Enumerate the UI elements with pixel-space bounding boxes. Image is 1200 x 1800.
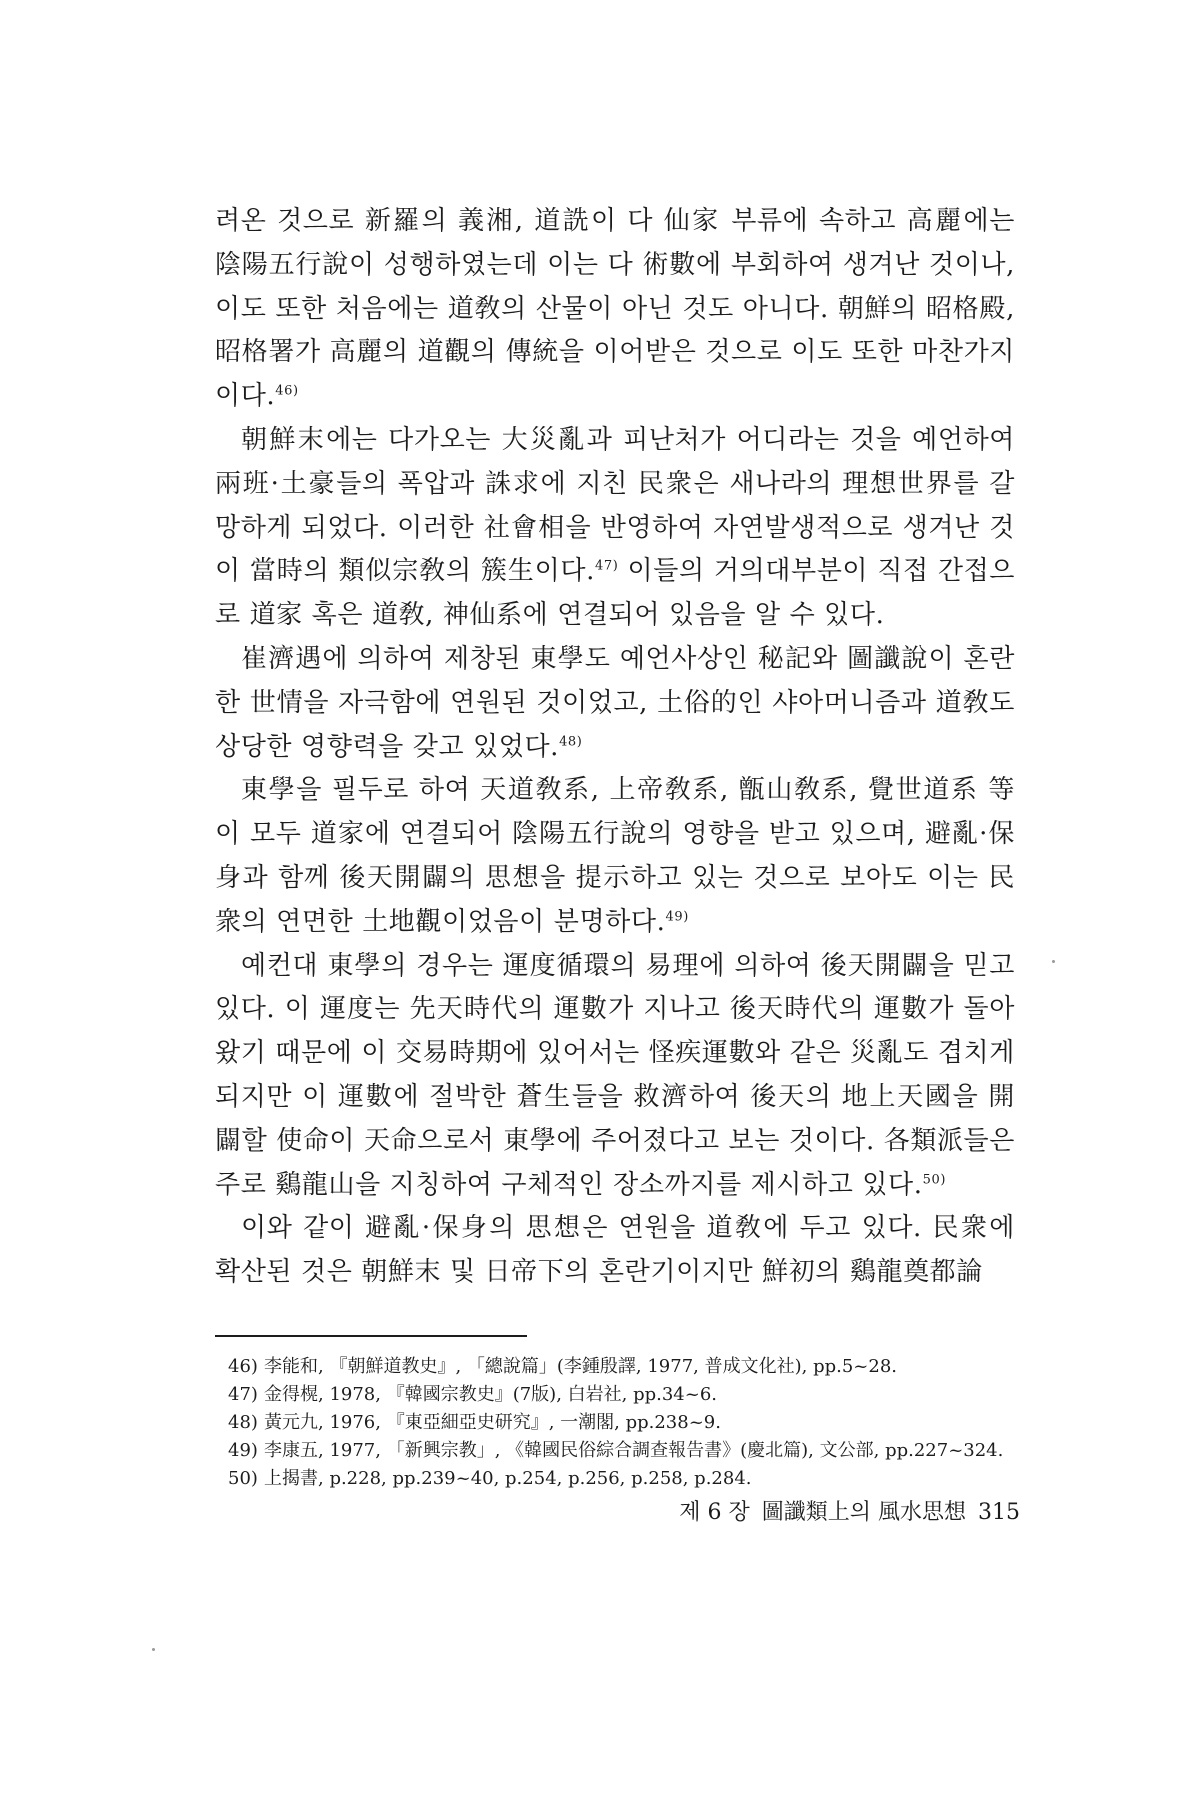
footnote-text: 李能和, 『朝鮮道教史』, 「總說篇」(李鍾殷譯, 1977, 普成文化社), pp.5~28.	[264, 1356, 897, 1377]
body-text	[215, 200, 1015, 1295]
footnote-divider	[215, 1335, 527, 1337]
footnote-ref: 49)	[665, 909, 689, 925]
footnote	[228, 1409, 1018, 1437]
footnote-number: 49)	[228, 1440, 258, 1461]
chapter-title: 圖讖類上의 風水思想	[761, 1500, 966, 1525]
running-footer	[620, 1498, 1020, 1528]
footnote-number: 48)	[228, 1412, 258, 1433]
footnote	[228, 1465, 1018, 1493]
footnote	[228, 1381, 1018, 1409]
paragraph: 朝鮮末에는 다가오는 大災亂과 피난처가 어디라는 것을 예언하여 兩班·土豪들의 폭압과 誅求에 지친 民衆은 새나라의 理想世界를 갈망하게 되었다. 이러한 社會相을 반영하여 자연발생적으로 생겨난 것이 當時의 類似宗敎의 簇生이다.$^{47)}$ 이들의 거의대부분이 직접 간접으로 道家 혹은 道敎, 神仙系에 연결되어 있음을 알 수 있다.	[215, 424, 1016, 631]
footnote-text: 上揭書, p.228, pp.239~40, p.254, p.256, p.258, p.284.	[264, 1468, 752, 1489]
footnote-ref: 48)	[559, 733, 583, 749]
paragraph: 예컨대 東學의 경우는 運度循環의 易理에 의하여 後天開闢을 믿고 있다. 이 運度는 先天時代의 運數가 지나고 後天時代의 運數가 돌아왔기 때문에 이 交易時期에 있어서는 怪疾運數와 같은 災亂도 겹치게 되지만 이 運數에 절박한 蒼生들을 救濟하여 後天의 地上天國을 開闢할 使命이 天命으로서 東學에 주어졌다고 보는 것이다. 各類派들은 주로 鷄龍山을 지칭하여 구체적인 장소까지를 제시하고 있다.$^{50)}$	[215, 950, 1015, 1200]
footnote-number: 50)	[228, 1468, 258, 1489]
footnote-ref: 50)	[922, 1171, 947, 1187]
footnote-ref: 47)	[594, 558, 619, 574]
paragraph: 東學을 필두로 하여 天道敎系, 上帝敎系, 甑山敎系, 覺世道系 等이 모두 道家에 연결되어 陰陽五行說의 영향을 받고 있으며, 避亂·保身과 함께 後天開闢의 思想을 提示하고 있는 것으로 보아도 이는 民衆의 연면한 土地觀이었음이 분명하다.$^{49)}$	[215, 775, 1015, 937]
footnote	[228, 1353, 1018, 1381]
footnote-number: 46)	[228, 1356, 258, 1377]
footnote-text: 黃元九, 1976, 『東亞細亞史研究』, 一潮閣, pp.238~9.	[264, 1412, 721, 1433]
footnote-text: 李康五, 1977, 「新興宗教」, 《韓國民俗綜合調查報告書》(慶北篇), 文公部, pp.227~324.	[264, 1440, 1004, 1461]
footnotes	[228, 1353, 1018, 1493]
paragraph: 崔濟遇에 의하여 제창된 東學도 예언사상인 秘記와 圖讖說이 혼란한 世情을 자극함에 연원된 것이었고, 土俗的인 샤아머니즘과 道敎도 상당한 영향력을 갖고 있었다.$^{48)}$	[215, 643, 1015, 762]
footnote-ref: 46)	[275, 383, 299, 399]
chapter-label: 제 6 장	[679, 1500, 750, 1525]
paragraph: 이와 같이 避亂·保身의 思想은 연원을 道敎에 두고 있다. 民衆에 확산된 것은 朝鮮末 및 日帝下의 혼란기이지만 鮮初의 鷄龍奠都論	[215, 1213, 1015, 1288]
footnote-text: 金得榥, 1978, 『韓國宗教史』(7版), 白岩社, pp.34~6.	[264, 1384, 718, 1405]
footnote	[228, 1437, 1018, 1465]
footnote-number: 47)	[228, 1384, 258, 1405]
scan-speck	[152, 1648, 155, 1651]
page-number: 315	[978, 1500, 1020, 1525]
paragraph: 려온 것으로 新羅의 義湘, 道詵이 다 仙家 부류에 속하고 高麗에는 陰陽五行說이 성행하였는데 이는 다 術數에 부회하여 생겨난 것이나, 이도 또한 처음에는 道敎의 산물이 아닌 것도 아니다. 朝鮮의 昭格殿, 昭格署가 高麗의 道觀의 傳統을 이어받은 것으로 이도 또한 마찬가지이다.$^{46)}$	[215, 206, 1015, 412]
scan-speck	[1052, 960, 1055, 963]
